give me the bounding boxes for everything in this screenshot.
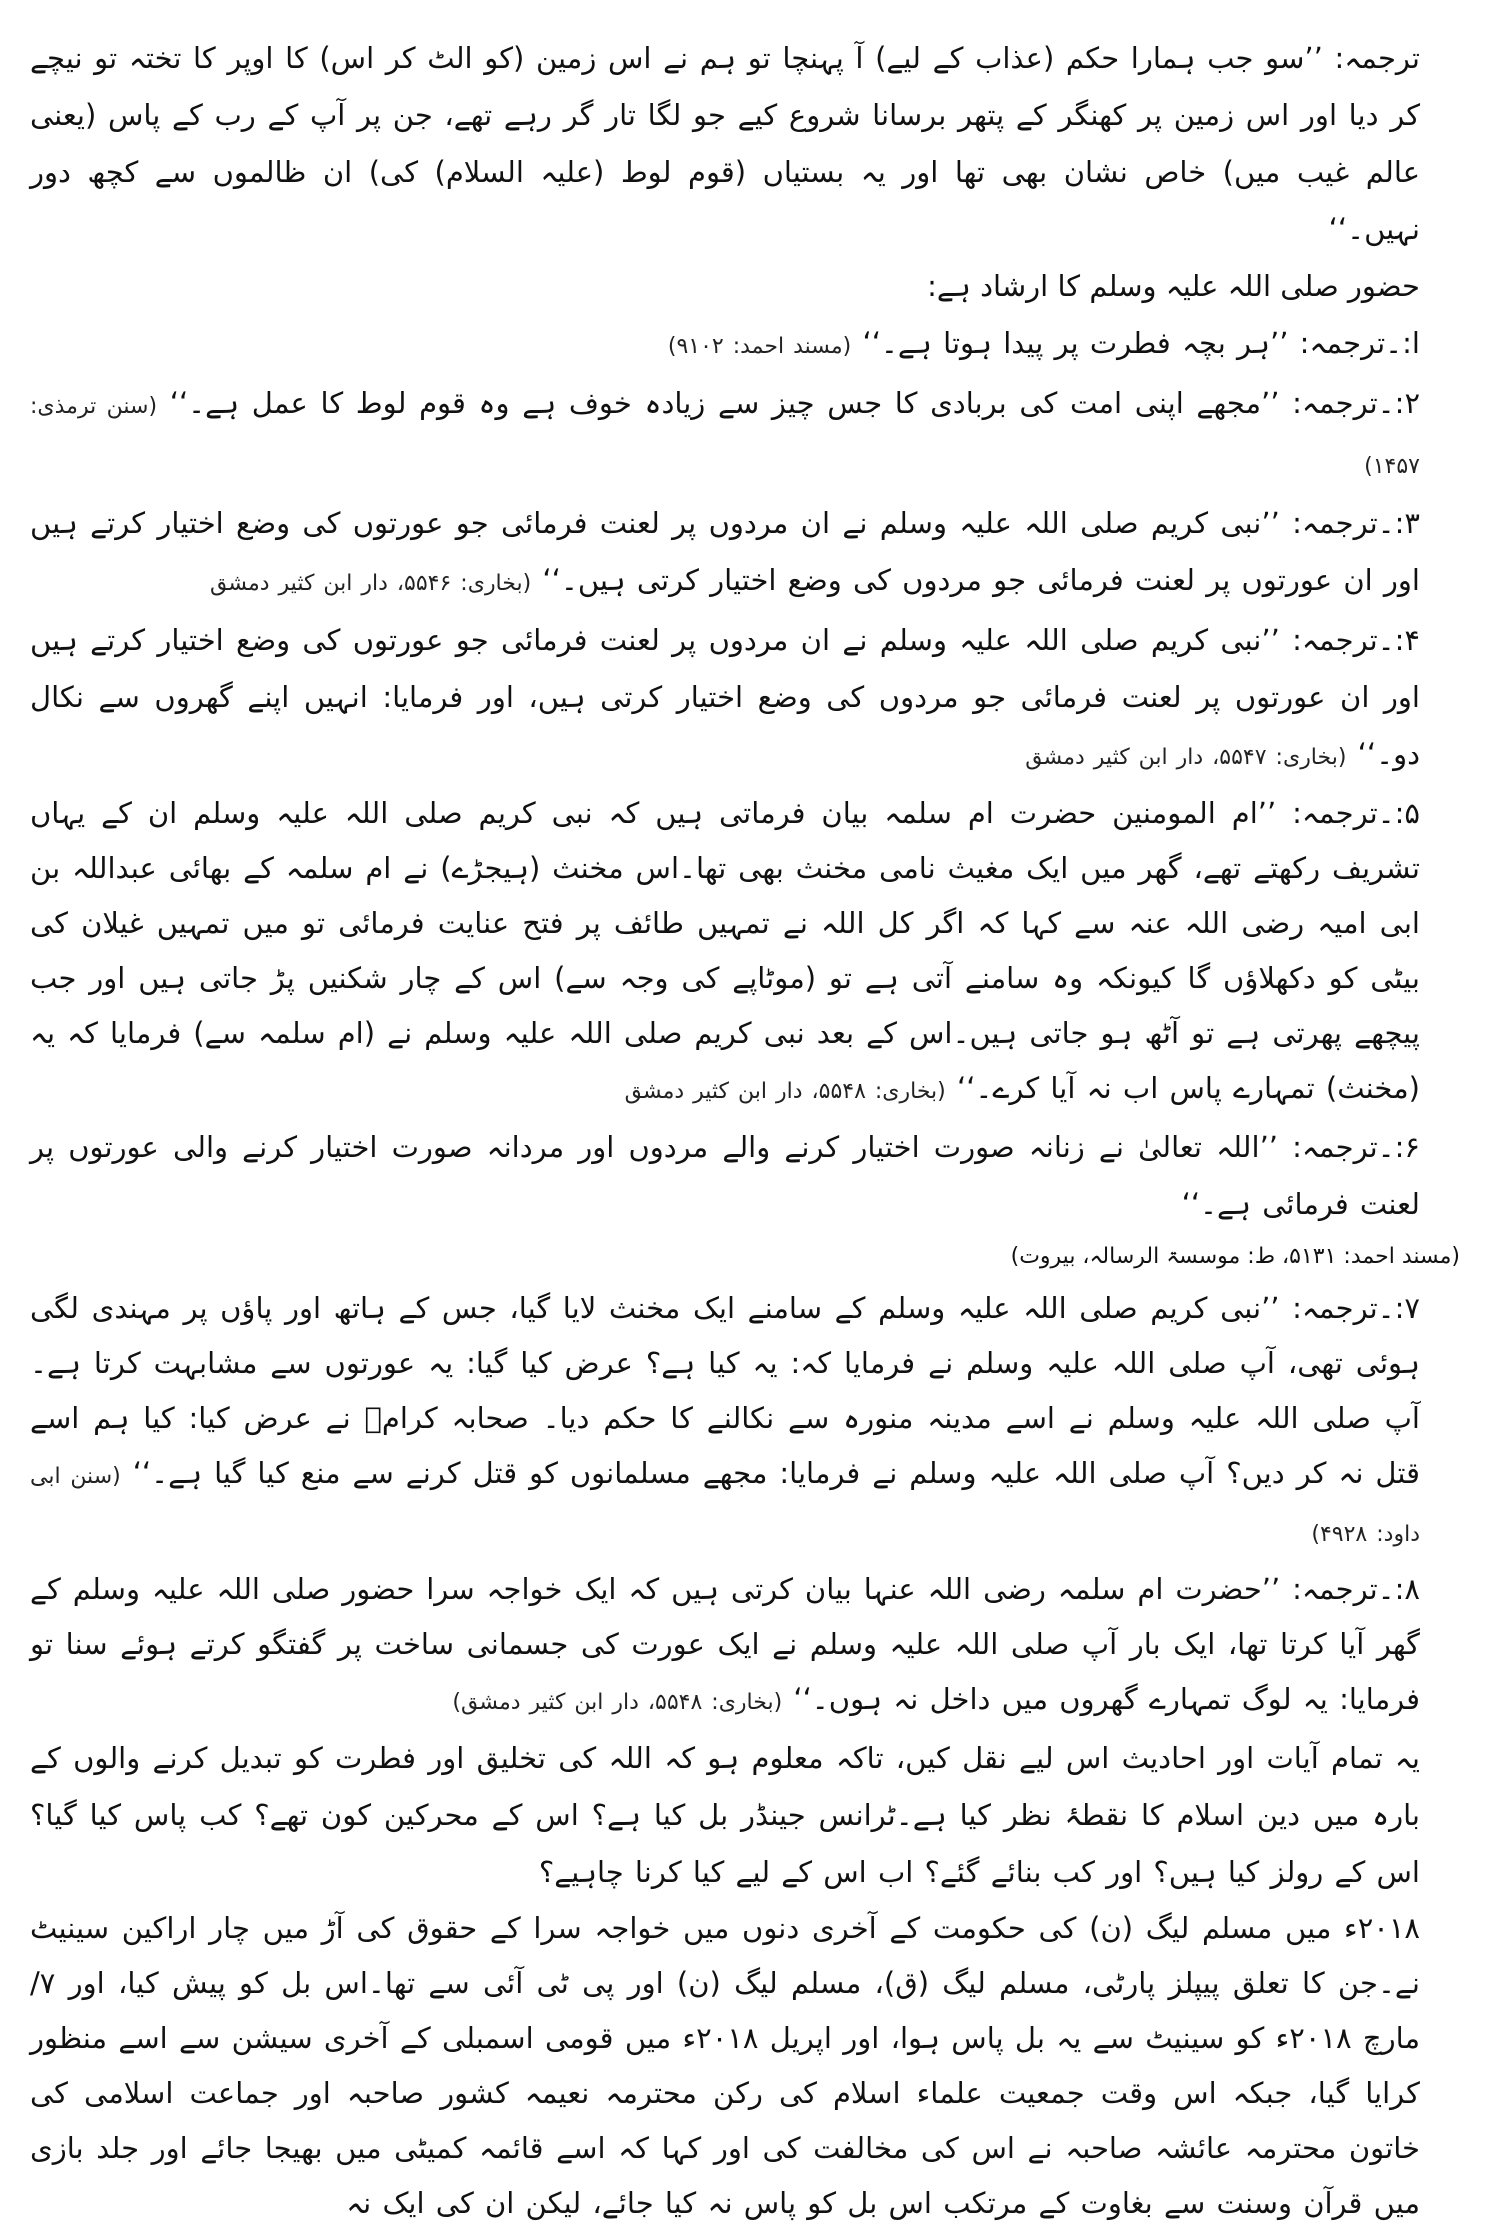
hadith-6-reference: (مسند احمد: ۵۱۳۱، ط: موسسۃ الرسالہ، بیروت) — [1010, 1244, 1460, 1269]
hadith-2-reference: (سنن ترمذی: ۱۴۵۷) — [30, 394, 1420, 479]
hadith-8-text: ۸:۔ترجمہ: ’’حضرت ام سلمہ رضی اللہ عنہا بیان کرتی ہیں کہ ایک خواجہ سرا حضور صلی اللہ علیہ وسلم کے گھر آیا کرتا تھا، ایک بار آپ صلی اللہ علیہ وسلم نے ایک عورت کی جسمانی ساخت پر گفتگو کرتے ہوئے سنا تو فرمایا: یہ لوگ تمہارے گھروں میں داخل نہ ہوں۔‘‘ — [30, 1572, 1420, 1716]
hadith-4 — [30, 612, 1466, 786]
hadith-5 — [30, 786, 1466, 1119]
hadith-7-text: ۷:۔ترجمہ: ’’نبی کریم صلی اللہ علیہ وسلم کے سامنے ایک مخنث لایا گیا، جس کے ہاتھ اور پاؤں پر مہندی لگی ہوئی تھی، آپ صلی اللہ علیہ وسلم نے فرمایا کہ: یہ کیا ہے؟ عرض کیا گیا: یہ عورتوں سے مشابہت کرتا ہے۔ آپ صلی اللہ علیہ وسلم نے اسے مدینہ منورہ سے نکالنے کا حکم دیا۔ صحابہ کرامؓ نے عرض کیا: کیا ہم اسے قتل نہ کر دیں؟ آپ صلی اللہ علیہ وسلم نے فرمایا: مجھے مسلمانوں کو قتل کرنے سے منع کیا گیا ہے۔‘‘ — [30, 1291, 1420, 1490]
hadith-1-text: ا:۔ترجمہ: ’’ہر بچہ فطرت پر پیدا ہوتا ہے۔‘‘ — [862, 326, 1420, 360]
hadith-2-text: ۲:۔ترجمہ: ’’مجھے اپنی امت کی بربادی کا جس چیز سے زیادہ خوف ہے وہ قوم لوط کا عمل ہے۔‘‘ — [169, 386, 1421, 420]
commentary-paragraph: یہ تمام آیات اور احادیث اس لیے نقل کیں، تاکہ معلوم ہو کہ اللہ کی تخلیق اور فطرت کو تبدیل کرنے والوں کے بارہ میں دین اسلام کا نقطۂ نظر کیا ہے۔ٹرانس جینڈر بل کیا ہے؟ اس کے محرکین کون تھے؟ کب پاس کیا گیا؟ اس کے رولز کیا ہیں؟ اور کب بنائے گئے؟ اب اس کے لیے کیا کرنا چاہیے؟ — [30, 1741, 1420, 1889]
hadith-4-reference: (بخاری: ۵۵۴۷، دار ابن کثیر دمشق — [1025, 745, 1347, 770]
hadith-7-reference: (سنن ابی داود: ۴۹۲۸) — [30, 1464, 1420, 1547]
hadith-6 — [30, 1119, 1466, 1233]
hadith-8 — [30, 1562, 1466, 1730]
hadith-4-text: ۴:۔ترجمہ: ’’نبی کریم صلی اللہ علیہ وسلم نے ان مردوں پر لعنت فرمائی جو عورتوں کی وضع اختیار کرتے ہیں اور ان عورتوں پر لعنت فرمائی جو مردوں کی وضع اختیار کرتی ہیں، اور فرمایا: انہیں اپنے گھروں سے نکال دو۔‘‘ — [30, 623, 1420, 771]
hadith-2 — [30, 375, 1466, 495]
hadith-3-text: ۳:۔ترجمہ: ’’نبی کریم صلی اللہ علیہ وسلم نے ان مردوں پر لعنت فرمائی جو عورتوں کی وضع اختیار کرتے ہیں اور ان عورتوں پر لعنت فرمائی جو مردوں کی وضع اختیار کرتی ہیں۔‘‘ — [30, 506, 1420, 597]
bill-history-paragraph: ۲۰۱۸ء میں مسلم لیگ (ن) کی حکومت کے آخری دنوں میں خواجہ سرا کے حقوق کی آڑ میں چار اراکین سینیٹ نے۔جن کا تعلق پیپلز پارٹی، مسلم لیگ (ق)، مسلم لیگ (ن) اور پی ٹی آئی سے تھا۔اس بل کو پیش کیا، اور ۷/مارچ ۲۰۱۸ء کو سینیٹ سے یہ بل پاس ہوا، اور اپریل ۲۰۱۸ء میں قومی اسمبلی کے آخری سیشن سے اسے منظور کرایا گیا، جبکہ اس وقت جمعیت علماء اسلام کی رکن محترمہ نعیمہ کشور صاحبہ اور جماعت اسلامی کی خاتون محترمہ عائشہ صاحبہ نے اس کی مخالفت کی اور کہا کہ اسے قائمہ کمیٹی میں بھیجا جائے اور جلد بازی میں قرآن وسنت سے بغاوت کے مرتکب اس بل کو پاس نہ کیا جائے، لیکن ان کی ایک نہ — [30, 1911, 1421, 2220]
hadith-1 — [30, 315, 1466, 375]
hadith-5-reference: (بخاری: ۵۵۴۸، دار ابن کثیر دمشق — [624, 1079, 946, 1104]
hadith-3-reference: (بخاری: ۵۵۴۶، دار ابن کثیر دمشق — [210, 571, 532, 596]
hadith-6-text: ۶:۔ترجمہ: ’’اللہ تعالیٰ نے زنانہ صورت اختیار کرنے والے مردوں اور مردانہ صورت اختیار کرنے والی عورتوں پر لعنت فرمائی ہے۔‘‘ — [30, 1130, 1420, 1221]
hadith-section-heading: حضور صلی اللہ علیہ وسلم کا ارشاد ہے: — [927, 269, 1420, 303]
hadith-8-reference: (بخاری: ۵۵۴۸، دار ابن کثیر دمشق) — [452, 1690, 783, 1715]
quran-translation-paragraph: ترجمہ: ’’سو جب ہمارا حکم (عذاب کے لیے) آ پہنچا تو ہم نے اس زمین (کو الٹ کر اس) کا اوپر کا تختہ تو نیچے کر دیا اور اس زمین پر کھنگر کے پتھر برسانا شروع کیے جو لگا تار گر رہے تھے، جن پر آپ کے رب کے پاس (یعنی عالم غیب میں) خاص نشان بھی تھا اور یہ بستیاں (قوم لوط (علیہ السلام) کی) ان ظالموں سے کچھ دور نہیں۔‘‘ — [30, 41, 1420, 246]
hadith-1-reference: (مسند احمد: ۹۱۰۲) — [667, 334, 852, 359]
hadith-5-text: ۵:۔ترجمہ: ’’ام المومنین حضرت ام سلمہ بیان فرماتی ہیں کہ نبی کریم صلی اللہ علیہ وسلم ان کے یہاں تشریف رکھتے تھے، گھر میں ایک مغیث نامی مخنث بھی تھا۔اس مخنث (ہیجڑے) نے ام سلمہ کے بھائی عبداللہ بن ابی امیہ رضی اللہ عنہ سے کہا کہ اگر کل اللہ نے تمہیں طائف پر فتح عنایت فرمائی تو میں تمہیں غیلان کی بیٹی کو دکھلاؤں گا کیونکہ وہ سامنے آتی ہے تو (موٹاپے کی وجہ سے) اس کے چار شکنیں پڑ جاتی ہیں اور جب پیچھے پھرتی ہے تو آٹھ ہو جاتی ہیں۔اس کے بعد نبی کریم صلی اللہ علیہ وسلم نے (ام سلمہ سے) فرمایا کہ یہ (مخنث) تمہارے پاس اب نہ آیا کرے۔‘‘ — [30, 796, 1420, 1105]
hadith-3 — [30, 495, 1466, 612]
hadith-7 — [30, 1281, 1466, 1562]
